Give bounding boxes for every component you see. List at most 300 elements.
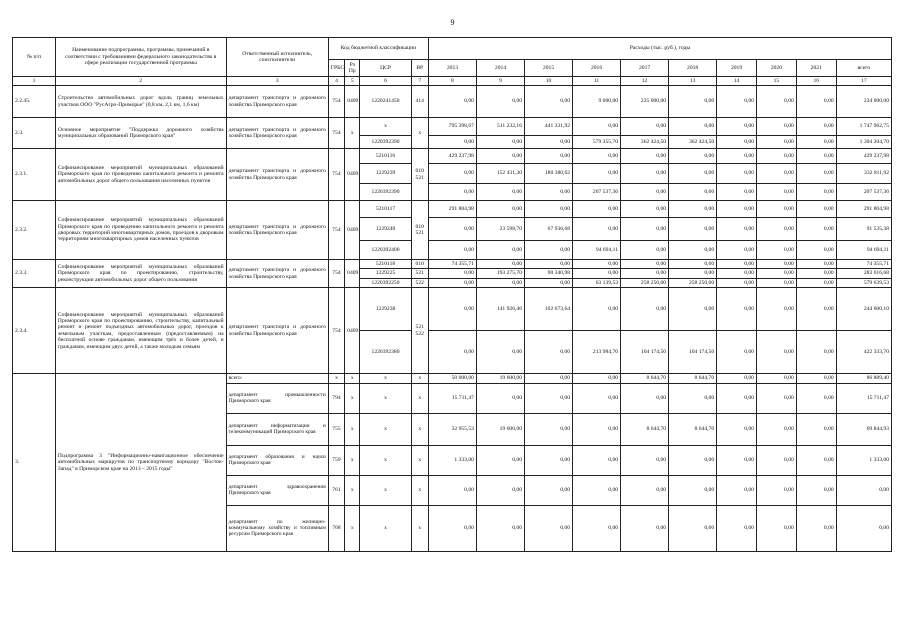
table-cell: 1220392400 (360, 241, 411, 260)
year-value: 0,00 (669, 164, 717, 184)
row-executor: департамент информатизации и телекоммуникаций Приморского края (226, 413, 328, 445)
year-value: 0,00 (796, 86, 836, 118)
year-value: 15 711,47 (428, 383, 476, 413)
year-value: 0,00 (476, 331, 524, 374)
table-cell: 0409 (345, 201, 360, 260)
year-value: 0,00 (796, 201, 836, 218)
table-cell: 0409 (345, 260, 360, 288)
year-value: 0,00 (428, 278, 476, 287)
year-value: 0,00 (476, 241, 524, 260)
year-value: 213 984,70 (573, 331, 621, 374)
year-value: 0,00 (756, 164, 796, 184)
year-value: 0,00 (525, 413, 573, 445)
total-value: 94 694,11 (836, 241, 891, 260)
row-name: Подпрограмма 3 "Информационно-навигационное обеспечение автомобильных маршрутов по транспортному коридору "Восток-Запад" в Приморском крае на 2013 – 2015 годы" (55, 374, 226, 551)
year-value: 63 139,53 (573, 278, 621, 287)
year-value: 258 250,00 (621, 278, 669, 287)
year-value: 0,00 (796, 241, 836, 260)
year-value: 90 340,98 (525, 269, 573, 278)
year-value: 193 275,70 (476, 269, 524, 278)
year-value: 0,00 (525, 475, 573, 505)
year-value: 0,00 (669, 184, 717, 201)
table-cell: x (345, 505, 360, 551)
year-value: 0,00 (621, 475, 669, 505)
year-value: 0,00 (796, 505, 836, 551)
table-cell: 1229225 (360, 269, 411, 278)
year-value: 0,00 (525, 445, 573, 475)
year-value: 0,00 (573, 505, 621, 551)
hdr-year: 2017 (621, 60, 669, 77)
hdr-codes: Код бюджетной классификации (328, 38, 428, 60)
year-value: 0,00 (756, 475, 796, 505)
total-value: 15 711,47 (836, 383, 891, 413)
year-value: 362 424,50 (669, 136, 717, 149)
year-value: 0,00 (796, 149, 836, 164)
year-value: 0,00 (621, 118, 669, 136)
year-value: 0,00 (717, 260, 757, 269)
year-value: 0,00 (796, 475, 836, 505)
total-value: 1 304 204,70 (836, 136, 891, 149)
table-cell: 1229239 (360, 164, 411, 184)
year-value: 0,00 (669, 288, 717, 331)
row-number: 2.3. (13, 118, 56, 149)
table-row (13, 374, 892, 383)
year-value: 0,00 (476, 260, 524, 269)
table-cell: 5210117 (360, 201, 411, 218)
year-value: 0,00 (669, 505, 717, 551)
table-cell: x (345, 374, 360, 383)
total-value: 283 616,68 (836, 269, 891, 278)
year-value: 0,00 (476, 136, 524, 149)
column-index: 7 (411, 77, 428, 86)
table-cell: x (345, 475, 360, 505)
year-value: 0,00 (428, 505, 476, 551)
table-cell: 768 (328, 505, 344, 551)
table-cell: 1220392390 (360, 184, 411, 201)
row-name: Основное мероприятие "Поддержка дорожного хозяйства муниципальных образований Приморского края" (55, 118, 226, 149)
year-value: 0,00 (796, 413, 836, 445)
table-cell: x (411, 505, 428, 551)
total-value: 332 811,92 (836, 164, 891, 184)
table-cell: 759 (328, 445, 344, 475)
year-value: 0,00 (428, 136, 476, 149)
year-value: 8 644,70 (669, 374, 717, 383)
year-value: 0,00 (621, 445, 669, 475)
table-cell: 1229240 (360, 218, 411, 241)
year-value: 0,00 (525, 383, 573, 413)
column-index: 9 (476, 77, 524, 86)
hdr-year: 2019 (717, 60, 757, 77)
year-value: 0,00 (669, 241, 717, 260)
year-value: 0,00 (796, 260, 836, 269)
year-value: 0,00 (476, 86, 524, 118)
row-executor: департамент транспорта и дорожного хозяйства Приморского края (226, 201, 328, 260)
year-value: 0,00 (756, 118, 796, 136)
hdr-csr: ЦСР (360, 60, 411, 77)
year-value: 225 000,00 (621, 86, 669, 118)
table-cell: 1220392390 (360, 136, 411, 149)
table-cell: x (411, 475, 428, 505)
year-value: 0,00 (717, 269, 757, 278)
hdr-expenses: Расходы (тыс. руб.), годы (428, 38, 891, 60)
year-value: 1 333,00 (428, 445, 476, 475)
year-value: 0,00 (756, 331, 796, 374)
year-value: 32 955,53 (428, 413, 476, 445)
table-cell: 414 (411, 86, 428, 118)
table-row (13, 201, 892, 218)
year-value: 207 537,36 (573, 184, 621, 201)
table-row (13, 149, 892, 164)
year-value: 0,00 (428, 475, 476, 505)
year-value: 0,00 (573, 383, 621, 413)
table-cell: 754 (328, 86, 344, 118)
column-index: 11 (573, 77, 621, 86)
total-value: 91 535,38 (836, 218, 891, 241)
year-value: 0,00 (573, 218, 621, 241)
table-row (13, 86, 892, 118)
year-value: 0,00 (669, 149, 717, 164)
budget-table (12, 37, 892, 552)
row-executor: департамент транспорта и дорожного хозяйства Приморского края (226, 288, 328, 374)
year-value: 0,00 (796, 164, 836, 184)
year-value: 511 232,16 (476, 118, 524, 136)
year-value: 19 600,00 (476, 374, 524, 383)
year-value: 0,00 (573, 288, 621, 331)
year-value: 0,00 (796, 118, 836, 136)
year-value: 0,00 (621, 269, 669, 278)
year-value: 258 250,00 (669, 278, 717, 287)
row-executor: департамент здравоохранения Приморского края (226, 475, 328, 505)
year-value: 0,00 (573, 269, 621, 278)
table-row (13, 260, 892, 269)
year-value: 0,00 (796, 374, 836, 383)
table-cell: 761 (328, 475, 344, 505)
table-cell: x (360, 374, 411, 383)
year-value: 0,00 (621, 201, 669, 218)
year-value: 291 804,98 (428, 201, 476, 218)
column-index: 2 (55, 77, 226, 86)
year-value: 0,00 (669, 201, 717, 218)
table-cell: 5210116 (360, 149, 411, 164)
year-value: 0,00 (525, 505, 573, 551)
row-name: Софинансирование мероприятий муниципальных образований Приморского края по проведению капитального ремонта и ремонта автомобильных дорог общего пользования населенных пунктов (55, 149, 226, 201)
hdr-total: всего (836, 60, 891, 77)
table-cell: x (411, 118, 428, 149)
year-value: 429 237,98 (428, 149, 476, 164)
year-value: 0,00 (621, 184, 669, 201)
year-value: 0,00 (756, 218, 796, 241)
year-value: 0,00 (796, 331, 836, 374)
table-row (13, 118, 892, 136)
column-index: 12 (621, 77, 669, 86)
hdr-year: 2018 (669, 60, 717, 77)
row-name: Софинансирование мероприятий муниципальных образований Приморского края по проектированию, строительству, капитальный ремонт и ремонт подъездных автомобильных дорог, проездов к земельным участкам, предоставленным (предоставляемым) на бесплатной основе гражданам, имеющим трёх и более детей, и гражданам, имеющим двух детей, а также молодым семьям (55, 288, 226, 374)
table-cell: x (411, 445, 428, 475)
table-cell: 010 (411, 260, 428, 269)
year-value: 0,00 (476, 184, 524, 201)
total-value: 74 355,71 (836, 260, 891, 269)
year-value: 0,00 (525, 184, 573, 201)
year-value: 0,00 (573, 118, 621, 136)
total-value: 86 889,40 (836, 374, 891, 383)
year-value: 0,00 (525, 136, 573, 149)
total-value: 291 804,98 (836, 201, 891, 218)
row-name: Софинансирование мероприятий муниципальных образований Приморского края по проектированию, строительству, реконструкции автомобильных дорог общего пользования (55, 260, 226, 288)
year-value: 0,00 (717, 201, 757, 218)
year-value: 0,00 (428, 184, 476, 201)
hdr-vr: ВР (411, 60, 428, 77)
year-value: 0,00 (796, 288, 836, 331)
year-value: 0,00 (717, 505, 757, 551)
table-cell: 1220392380 (360, 331, 411, 374)
table-cell: 755 (328, 413, 344, 445)
year-value: 0,00 (669, 260, 717, 269)
row-number: 3. (13, 374, 56, 551)
year-value: 0,00 (525, 331, 573, 374)
hdr-rzpr: Рз Пр (345, 60, 360, 77)
year-value: 0,00 (756, 505, 796, 551)
hdr-year: 2016 (573, 60, 621, 77)
year-value: 0,00 (525, 201, 573, 218)
column-index: 3 (226, 77, 328, 86)
year-value: 0,00 (573, 164, 621, 184)
hdr-year: 2015 (525, 60, 573, 77)
year-value: 0,00 (796, 445, 836, 475)
column-index: 8 (428, 77, 476, 86)
year-value: 0,00 (717, 278, 757, 287)
year-value: 0,00 (525, 260, 573, 269)
year-value: 0,00 (717, 241, 757, 260)
year-value: 0,00 (525, 278, 573, 287)
table-cell: x (360, 413, 411, 445)
table-cell: x (345, 445, 360, 475)
year-value: 0,00 (428, 86, 476, 118)
row-number: 2.3.2. (13, 201, 56, 260)
year-value: 0,00 (669, 475, 717, 505)
year-value: 0,00 (669, 269, 717, 278)
row-executor: всего: (226, 374, 328, 383)
total-value: 1 747 962,75 (836, 118, 891, 136)
table-cell: x (411, 374, 428, 383)
year-value: 0,00 (717, 288, 757, 331)
year-value: 0,00 (717, 184, 757, 201)
row-executor: департамент транспорта и дорожного хозяйства Приморского края (226, 86, 328, 118)
table-cell: x (360, 383, 411, 413)
column-index: 6 (360, 77, 411, 86)
year-value: 0,00 (476, 383, 524, 413)
table-cell: 5210118 (360, 260, 411, 269)
year-value: 0,00 (756, 288, 796, 331)
year-value: 0,00 (717, 164, 757, 184)
table-cell: 794 (328, 383, 344, 413)
year-value: 0,00 (717, 413, 757, 445)
table-cell: 0409 (345, 86, 360, 118)
column-index: 5 (345, 77, 360, 86)
column-index: 17 (836, 77, 891, 86)
row-name: Строительство автомобильных дорог вдоль границ земельных участков ООО "РусАгро-Приморье" (0,8 км, 2,1 км, 1,6 км) (55, 86, 226, 118)
year-value: 0,00 (621, 149, 669, 164)
year-value: 0,00 (621, 260, 669, 269)
total-value: 234 000,00 (836, 86, 891, 118)
year-value: 9 000,00 (573, 86, 621, 118)
table-cell: 521 522 (411, 288, 428, 374)
row-number: 2.3.3. (13, 260, 56, 288)
year-value: 0,00 (756, 383, 796, 413)
year-value: 0,00 (717, 86, 757, 118)
row-executor: департамент транспорта и дорожного хозяйства Приморского края (226, 149, 328, 201)
year-value: 0,00 (796, 136, 836, 149)
year-value: 441 331,92 (525, 118, 573, 136)
year-value: 0,00 (756, 149, 796, 164)
column-index: 15 (756, 77, 796, 86)
hdr-year: 2013 (428, 60, 476, 77)
page-number: 9 (450, 18, 455, 27)
table-cell: 522 (411, 278, 428, 287)
year-value: 0,00 (621, 164, 669, 184)
year-value: 0,00 (717, 475, 757, 505)
year-value: 8 644,70 (621, 374, 669, 383)
hdr-year: 2020 (756, 60, 796, 77)
table-cell: 010 521 (411, 201, 428, 260)
table-cell: 754 (328, 118, 344, 149)
year-value: 0,00 (796, 218, 836, 241)
year-value: 0,00 (717, 374, 757, 383)
table-row (13, 288, 892, 331)
year-value: 0,00 (669, 86, 717, 118)
year-value: 0,00 (428, 331, 476, 374)
year-value: 795 398,67 (428, 118, 476, 136)
year-value: 141 926,46 (476, 288, 524, 331)
total-value: 429 237,98 (836, 149, 891, 164)
year-value: 67 936,68 (525, 218, 573, 241)
year-value: 0,00 (756, 184, 796, 201)
row-executor: департамент по жилищно-коммунальному хозяйству и топливным ресурсам Приморского края (226, 505, 328, 551)
year-value: 0,00 (573, 445, 621, 475)
year-value: 0,00 (756, 260, 796, 269)
year-value: 0,00 (573, 149, 621, 164)
row-executor: департамент образования и науки Приморского края (226, 445, 328, 475)
year-value: 152 431,30 (476, 164, 524, 184)
year-value: 0,00 (756, 86, 796, 118)
year-value: 0,00 (669, 383, 717, 413)
row-executor: департамент транспорта и дорожного хозяйства Приморского края (226, 118, 328, 149)
year-value: 0,00 (796, 383, 836, 413)
year-value: 50 000,00 (428, 374, 476, 383)
year-value: 74 355,71 (428, 260, 476, 269)
column-index: 10 (525, 77, 573, 86)
year-value: 0,00 (756, 136, 796, 149)
year-value: 0,00 (573, 374, 621, 383)
year-value: 0,00 (476, 149, 524, 164)
hdr-year: 2014 (476, 60, 524, 77)
hdr-name: Наименование подпрограммы, программы, примечаний в соответствии с требованиями федерального законодательства в сфере реализации государственной программы (55, 38, 226, 77)
year-value: 579 355,70 (573, 136, 621, 149)
year-value: 19 600,00 (476, 413, 524, 445)
year-value: 0,00 (476, 201, 524, 218)
year-value: 0,00 (621, 218, 669, 241)
year-value: 0,00 (717, 118, 757, 136)
year-value: 0,00 (796, 278, 836, 287)
year-value: 0,00 (428, 241, 476, 260)
year-value: 0,00 (796, 269, 836, 278)
year-value: 0,00 (428, 269, 476, 278)
year-value: 0,00 (717, 149, 757, 164)
hdr-executor: Ответственный исполнитель, соисполнители (226, 38, 328, 77)
column-index: 16 (796, 77, 836, 86)
year-value: 0,00 (621, 288, 669, 331)
year-value: 0,00 (525, 149, 573, 164)
table-cell: x (345, 118, 360, 149)
year-value: 0,00 (717, 383, 757, 413)
year-value: 0,00 (525, 374, 573, 383)
year-value: 94 694,11 (573, 241, 621, 260)
table-cell: x (328, 374, 344, 383)
year-value: 0,00 (476, 278, 524, 287)
row-name: Софинансирование мероприятий муниципальных образований Приморского края по проведению капитального ремонта и ремонта дворовых территорий многоквартирных домов, проездов к дворовым территориям многоквартирных домов населенных пунктов (55, 201, 226, 260)
table-cell: x (411, 413, 428, 445)
year-value: 0,00 (756, 201, 796, 218)
table-cell: 754 (328, 201, 344, 260)
total-value: 207 537,36 (836, 184, 891, 201)
year-value: 0,00 (428, 164, 476, 184)
year-value: 0,00 (621, 241, 669, 260)
column-index: 14 (717, 77, 757, 86)
table-cell: x (360, 475, 411, 505)
table-cell: 754 (328, 260, 344, 288)
column-index: 13 (669, 77, 717, 86)
table-cell: x (345, 383, 360, 413)
year-value: 0,00 (756, 413, 796, 445)
table-cell: x (360, 445, 411, 475)
hdr-grbs: ГРБС (328, 60, 344, 77)
year-value: 0,00 (621, 383, 669, 413)
total-value: 422 333,70 (836, 331, 891, 374)
year-value: 0,00 (717, 136, 757, 149)
table-cell: x (345, 413, 360, 445)
year-value: 0,00 (756, 374, 796, 383)
table-cell: x (360, 118, 411, 136)
hdr-year: 2021 (796, 60, 836, 77)
row-number: 2.3.4. (13, 288, 56, 374)
year-value: 0,00 (756, 445, 796, 475)
year-value: 0,00 (573, 475, 621, 505)
year-value: 8 644,70 (621, 413, 669, 445)
year-value: 0,00 (476, 445, 524, 475)
year-value: 0,00 (756, 278, 796, 287)
year-value: 362 424,50 (621, 136, 669, 149)
year-value: 0,00 (621, 505, 669, 551)
year-value: 0,00 (476, 505, 524, 551)
table-cell: 1220392250 (360, 278, 411, 287)
year-value: 104 174,50 (669, 331, 717, 374)
year-value: 0,00 (428, 288, 476, 331)
table-cell: 010 521 (411, 149, 428, 201)
row-executor: департамент транспорта и дорожного хозяйства Приморского края (226, 260, 328, 288)
table-cell: 0409 (345, 288, 360, 374)
total-value: 0,00 (836, 505, 891, 551)
year-value: 180 380,62 (525, 164, 573, 184)
total-value: 69 844,93 (836, 413, 891, 445)
column-index: 4 (328, 77, 344, 86)
year-value: 0,00 (428, 218, 476, 241)
year-value: 0,00 (669, 218, 717, 241)
table-cell: 754 (328, 149, 344, 201)
year-value: 8 644,70 (669, 413, 717, 445)
year-value: 0,00 (717, 218, 757, 241)
total-value: 0,00 (836, 475, 891, 505)
year-value: 0,00 (573, 201, 621, 218)
year-value: 0,00 (669, 445, 717, 475)
